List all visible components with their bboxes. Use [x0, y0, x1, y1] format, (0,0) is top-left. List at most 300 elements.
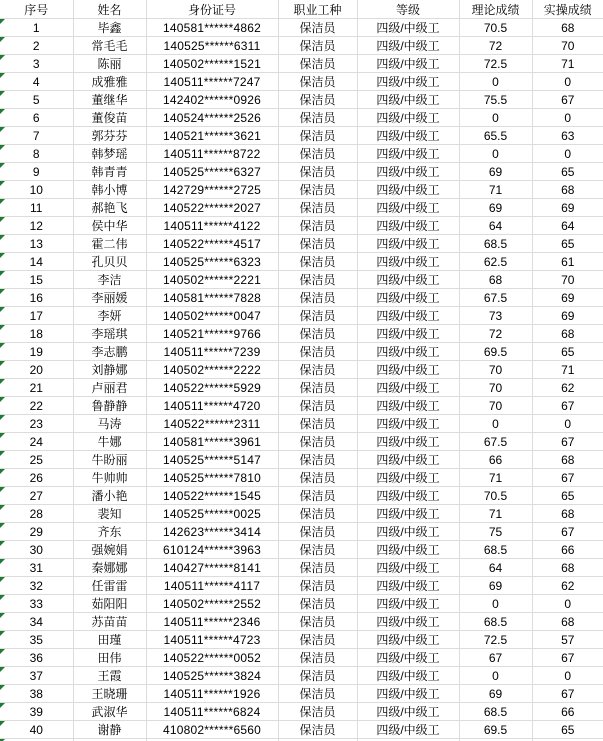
cell-level[interactable]: 四级/中级工	[357, 703, 459, 721]
cell-name[interactable]: 茹阳阳	[73, 595, 146, 613]
cell-theory-score[interactable]: 69	[459, 577, 532, 595]
cell-name[interactable]: 秦娜娜	[73, 559, 146, 577]
cell-level[interactable]: 四级/中级工	[357, 307, 459, 325]
cell-name[interactable]: 任雷雷	[73, 577, 146, 595]
cell-id-number[interactable]: 140581******3961	[146, 433, 278, 451]
cell-name[interactable]: 常毛毛	[73, 37, 146, 55]
cell-id-number[interactable]: 140525******6323	[146, 253, 278, 271]
cell-job-type[interactable]: 保洁员	[278, 181, 357, 199]
cell-theory-score[interactable]: 68.5	[459, 235, 532, 253]
cell-job-type[interactable]: 保洁员	[278, 595, 357, 613]
cell-id-number[interactable]: 140511******6824	[146, 703, 278, 721]
cell-id-number[interactable]: 140511******7247	[146, 73, 278, 91]
cell-level[interactable]: 四级/中级工	[357, 721, 459, 739]
cell-level[interactable]: 四级/中级工	[357, 577, 459, 595]
col-header-theory-score[interactable]: 理论成绩	[459, 0, 532, 19]
cell-job-type[interactable]: 保洁员	[278, 703, 357, 721]
cell-practical-score[interactable]: 70	[532, 271, 603, 289]
cell-id-number[interactable]: 140522******2027	[146, 199, 278, 217]
cell-error-triangle-icon	[0, 37, 5, 42]
cell-id-number[interactable]: 140525******7810	[146, 469, 278, 487]
cell-job-type[interactable]: 保洁员	[278, 379, 357, 397]
cell-practical-score[interactable]: 68	[532, 505, 603, 523]
cell-practical-score[interactable]: 67	[532, 649, 603, 667]
cell-name[interactable]: 田瑾	[73, 631, 146, 649]
cell-id-number[interactable]: 140511******4122	[146, 217, 278, 235]
cell-name[interactable]: 李丽媛	[73, 289, 146, 307]
cell-job-type[interactable]: 保洁员	[278, 667, 357, 685]
cell-theory-score[interactable]: 71	[459, 505, 532, 523]
cell-job-type[interactable]: 保洁员	[278, 55, 357, 73]
cell-seq[interactable]	[0, 325, 73, 343]
cell-name[interactable]: 韩小博	[73, 181, 146, 199]
cell-name[interactable]: 李志鹏	[73, 343, 146, 361]
cell-name[interactable]: 韩梦瑶	[73, 145, 146, 163]
cell-seq[interactable]	[0, 505, 73, 523]
cell-id-number[interactable]: 140511******8722	[146, 145, 278, 163]
cell-level[interactable]: 四级/中级工	[357, 55, 459, 73]
cell-theory-score[interactable]: 67	[459, 649, 532, 667]
cell-seq[interactable]	[0, 433, 73, 451]
cell-id-number[interactable]: 140502******1521	[146, 55, 278, 73]
cell-theory-score[interactable]: 0	[459, 145, 532, 163]
cell-seq[interactable]	[0, 397, 73, 415]
cell-level[interactable]: 四级/中级工	[357, 361, 459, 379]
cell-id-number[interactable]: 140525******5147	[146, 451, 278, 469]
cell-job-type[interactable]: 保洁员	[278, 343, 357, 361]
cell-seq[interactable]	[0, 595, 73, 613]
cell-practical-score[interactable]: 67	[532, 469, 603, 487]
cell-seq[interactable]	[0, 415, 73, 433]
cell-name[interactable]: 李洁	[73, 271, 146, 289]
cell-level[interactable]: 四级/中级工	[357, 667, 459, 685]
cell-practical-score[interactable]: 64	[532, 217, 603, 235]
cell-seq[interactable]	[0, 19, 73, 37]
cell-theory-score[interactable]: 72.5	[459, 631, 532, 649]
cell-seq[interactable]	[0, 181, 73, 199]
col-header-practical-score[interactable]: 实操成绩	[532, 0, 603, 19]
cell-practical-score[interactable]: 0	[532, 145, 603, 163]
cell-level[interactable]: 四级/中级工	[357, 379, 459, 397]
cell-id-number[interactable]: 140511******4723	[146, 631, 278, 649]
cell-name[interactable]: 侯中华	[73, 217, 146, 235]
cell-theory-score[interactable]: 70	[459, 379, 532, 397]
cell-practical-score[interactable]: 65	[532, 343, 603, 361]
cell-level[interactable]: 四级/中级工	[357, 253, 459, 271]
cell-job-type[interactable]: 保洁员	[278, 289, 357, 307]
cell-seq[interactable]	[0, 541, 73, 559]
cell-id-number[interactable]: 140511******4117	[146, 577, 278, 595]
cell-name[interactable]: 郝艳飞	[73, 199, 146, 217]
cell-error-triangle-icon	[0, 469, 5, 474]
cell-id-number[interactable]: 140511******4720	[146, 397, 278, 415]
cell-seq[interactable]	[0, 721, 73, 739]
cell-job-type[interactable]: 保洁员	[278, 613, 357, 631]
cell-practical-score[interactable]: 65	[532, 721, 603, 739]
cell-name[interactable]: 韩青青	[73, 163, 146, 181]
cell-job-type[interactable]: 保洁员	[278, 451, 357, 469]
cell-practical-score[interactable]: 0	[532, 667, 603, 685]
seq-value: 13	[29, 236, 43, 251]
cell-level[interactable]: 四级/中级工	[357, 271, 459, 289]
cell-level[interactable]: 四级/中级工	[357, 649, 459, 667]
cell-theory-score[interactable]: 72	[459, 37, 532, 55]
cell-seq[interactable]	[0, 145, 73, 163]
cell-seq[interactable]	[0, 451, 73, 469]
cell-theory-score[interactable]: 68.5	[459, 703, 532, 721]
cell-name[interactable]: 马涛	[73, 415, 146, 433]
cell-level[interactable]: 四级/中级工	[357, 595, 459, 613]
cell-job-type[interactable]: 保洁员	[278, 91, 357, 109]
cell-level[interactable]: 四级/中级工	[357, 325, 459, 343]
cell-job-type[interactable]: 保洁员	[278, 541, 357, 559]
cell-level[interactable]: 四级/中级工	[357, 145, 459, 163]
cell-practical-score[interactable]: 65	[532, 235, 603, 253]
cell-practical-score[interactable]: 68	[532, 559, 603, 577]
cell-theory-score[interactable]: 0	[459, 109, 532, 127]
cell-id-number[interactable]: 140427******8141	[146, 559, 278, 577]
cell-theory-score[interactable]: 0	[459, 415, 532, 433]
cell-theory-score[interactable]: 67.5	[459, 433, 532, 451]
cell-name[interactable]: 强婉娟	[73, 541, 146, 559]
cell-job-type[interactable]: 保洁员	[278, 19, 357, 37]
cell-practical-score[interactable]: 66	[532, 541, 603, 559]
cell-seq[interactable]	[0, 73, 73, 91]
cell-id-number[interactable]: 142402******0926	[146, 91, 278, 109]
cell-seq[interactable]	[0, 703, 73, 721]
cell-job-type[interactable]: 保洁员	[278, 127, 357, 145]
cell-level[interactable]: 四级/中级工	[357, 523, 459, 541]
cell-practical-score[interactable]: 68	[532, 451, 603, 469]
cell-id-number[interactable]: 610124******3963	[146, 541, 278, 559]
cell-level[interactable]: 四级/中级工	[357, 91, 459, 109]
cell-level[interactable]: 四级/中级工	[357, 73, 459, 91]
cell-theory-score[interactable]: 68	[459, 271, 532, 289]
cell-name[interactable]: 王晓珊	[73, 685, 146, 703]
cell-job-type[interactable]: 保洁员	[278, 523, 357, 541]
cell-theory-score[interactable]: 0	[459, 73, 532, 91]
cell-job-type[interactable]: 保洁员	[278, 505, 357, 523]
cell-level[interactable]: 四级/中级工	[357, 685, 459, 703]
table-row	[0, 523, 603, 541]
cell-practical-score[interactable]: 0	[532, 595, 603, 613]
cell-seq[interactable]	[0, 649, 73, 667]
cell-id-number[interactable]: 140522******1545	[146, 487, 278, 505]
cell-job-type[interactable]: 保洁员	[278, 217, 357, 235]
cell-level[interactable]: 四级/中级工	[357, 415, 459, 433]
cell-id-number[interactable]: 142729******2725	[146, 181, 278, 199]
cell-seq[interactable]	[0, 631, 73, 649]
cell-seq[interactable]	[0, 235, 73, 253]
cell-practical-score[interactable]: 67	[532, 397, 603, 415]
cell-practical-score[interactable]: 62	[532, 379, 603, 397]
cell-theory-score[interactable]: 0	[459, 667, 532, 685]
cell-level[interactable]: 四级/中级工	[357, 343, 459, 361]
cell-level[interactable]: 四级/中级工	[357, 631, 459, 649]
table-row	[0, 379, 603, 397]
cell-id-number[interactable]: 140502******0047	[146, 307, 278, 325]
cell-seq[interactable]	[0, 667, 73, 685]
cell-level[interactable]: 四级/中级工	[357, 487, 459, 505]
cell-theory-score[interactable]: 69.5	[459, 343, 532, 361]
cell-seq[interactable]	[0, 271, 73, 289]
cell-level[interactable]: 四级/中级工	[357, 289, 459, 307]
cell-theory-score[interactable]: 70	[459, 361, 532, 379]
cell-seq[interactable]	[0, 91, 73, 109]
cell-practical-score[interactable]: 65	[532, 163, 603, 181]
cell-id-number[interactable]: 140524******2526	[146, 109, 278, 127]
cell-practical-score[interactable]: 70	[532, 37, 603, 55]
col-header-name[interactable]: 姓名	[73, 0, 146, 19]
cell-id-number[interactable]: 140581******7828	[146, 289, 278, 307]
cell-level[interactable]: 四级/中级工	[357, 469, 459, 487]
cell-job-type[interactable]: 保洁员	[278, 235, 357, 253]
cell-level[interactable]: 四级/中级工	[357, 451, 459, 469]
cell-job-type[interactable]: 保洁员	[278, 469, 357, 487]
cell-id-number[interactable]: 140521******3621	[146, 127, 278, 145]
cell-level[interactable]: 四级/中级工	[357, 505, 459, 523]
cell-practical-score[interactable]: 67	[532, 685, 603, 703]
cell-level[interactable]: 四级/中级工	[357, 613, 459, 631]
cell-seq[interactable]	[0, 559, 73, 577]
cell-theory-score[interactable]: 71	[459, 181, 532, 199]
cell-error-triangle-icon	[0, 703, 5, 708]
cell-name[interactable]: 刘静娜	[73, 361, 146, 379]
cell-name[interactable]: 郭芬芬	[73, 127, 146, 145]
cell-name[interactable]: 齐东	[73, 523, 146, 541]
cell-job-type[interactable]: 保洁员	[278, 37, 357, 55]
cell-practical-score[interactable]: 69	[532, 307, 603, 325]
cell-job-type[interactable]: 保洁员	[278, 253, 357, 271]
cell-theory-score[interactable]: 68.5	[459, 541, 532, 559]
cell-level[interactable]: 四级/中级工	[357, 235, 459, 253]
cell-theory-score[interactable]: 72	[459, 325, 532, 343]
cell-theory-score[interactable]: 73	[459, 307, 532, 325]
cell-seq[interactable]	[0, 199, 73, 217]
cell-seq[interactable]	[0, 613, 73, 631]
cell-id-number[interactable]: 140525******3824	[146, 667, 278, 685]
cell-seq[interactable]	[0, 361, 73, 379]
cell-practical-score[interactable]: 71	[532, 361, 603, 379]
cell-theory-score[interactable]: 62.5	[459, 253, 532, 271]
cell-seq[interactable]	[0, 163, 73, 181]
cell-id-number[interactable]: 140525******6327	[146, 163, 278, 181]
cell-error-triangle-icon	[0, 19, 5, 24]
cell-level[interactable]: 四级/中级工	[357, 181, 459, 199]
cell-job-type[interactable]: 保洁员	[278, 73, 357, 91]
cell-practical-score[interactable]: 68	[532, 613, 603, 631]
cell-seq[interactable]	[0, 469, 73, 487]
cell-level[interactable]: 四级/中级工	[357, 127, 459, 145]
cell-name[interactable]: 李瑶琪	[73, 325, 146, 343]
cell-practical-score[interactable]: 68	[532, 325, 603, 343]
cell-theory-score[interactable]: 75.5	[459, 91, 532, 109]
cell-job-type[interactable]: 保洁员	[278, 271, 357, 289]
cell-theory-score[interactable]: 67.5	[459, 289, 532, 307]
cell-practical-score[interactable]: 67	[532, 523, 603, 541]
cell-theory-score[interactable]: 69.5	[459, 721, 532, 739]
cell-practical-score[interactable]: 68	[532, 19, 603, 37]
cell-theory-score[interactable]: 70.5	[459, 487, 532, 505]
cell-job-type[interactable]: 保洁员	[278, 325, 357, 343]
cell-practical-score[interactable]: 57	[532, 631, 603, 649]
cell-job-type[interactable]: 保洁员	[278, 685, 357, 703]
cell-job-type[interactable]: 保洁员	[278, 577, 357, 595]
cell-theory-score[interactable]: 66	[459, 451, 532, 469]
cell-level[interactable]: 四级/中级工	[357, 217, 459, 235]
cell-theory-score[interactable]: 68.5	[459, 613, 532, 631]
cell-job-type[interactable]: 保洁员	[278, 559, 357, 577]
cell-id-number[interactable]: 140581******4862	[146, 19, 278, 37]
cell-id-number[interactable]: 140511******2346	[146, 613, 278, 631]
cell-id-number[interactable]: 140511******7239	[146, 343, 278, 361]
cell-name[interactable]: 李妍	[73, 307, 146, 325]
cell-job-type[interactable]: 保洁员	[278, 433, 357, 451]
seq-value: 1	[32, 20, 40, 35]
cell-level[interactable]: 四级/中级工	[357, 541, 459, 559]
seq-value: 8	[32, 146, 40, 161]
cell-job-type[interactable]: 保洁员	[278, 397, 357, 415]
cell-name[interactable]: 牛帅帅	[73, 469, 146, 487]
cell-seq[interactable]	[0, 307, 73, 325]
cell-id-number[interactable]: 140522******5929	[146, 379, 278, 397]
cell-level[interactable]: 四级/中级工	[357, 37, 459, 55]
cell-seq[interactable]	[0, 55, 73, 73]
cell-level[interactable]: 四级/中级工	[357, 19, 459, 37]
cell-job-type[interactable]: 保洁员	[278, 199, 357, 217]
cell-seq[interactable]	[0, 289, 73, 307]
cell-job-type[interactable]: 保洁员	[278, 649, 357, 667]
cell-name[interactable]: 裴知	[73, 505, 146, 523]
cell-job-type[interactable]: 保洁员	[278, 361, 357, 379]
cell-id-number[interactable]: 410802******6560	[146, 721, 278, 739]
cell-name[interactable]: 田伟	[73, 649, 146, 667]
cell-level[interactable]: 四级/中级工	[357, 433, 459, 451]
col-header-seq[interactable]: 序号	[0, 0, 73, 19]
cell-seq[interactable]	[0, 217, 73, 235]
cell-id-number[interactable]: 140502******2222	[146, 361, 278, 379]
cell-job-type[interactable]: 保洁员	[278, 721, 357, 739]
col-header-id-number[interactable]: 身份证号	[146, 0, 278, 19]
cell-name[interactable]: 卢丽君	[73, 379, 146, 397]
cell-practical-score[interactable]: 63	[532, 127, 603, 145]
cell-practical-score[interactable]: 0	[532, 415, 603, 433]
cell-name[interactable]: 毕鑫	[73, 19, 146, 37]
cell-theory-score[interactable]: 72.5	[459, 55, 532, 73]
cell-practical-score[interactable]: 69	[532, 199, 603, 217]
cell-level[interactable]: 四级/中级工	[357, 559, 459, 577]
cell-seq[interactable]	[0, 523, 73, 541]
cell-practical-score[interactable]: 0	[532, 73, 603, 91]
cell-practical-score[interactable]: 61	[532, 253, 603, 271]
cell-practical-score[interactable]: 67	[532, 433, 603, 451]
cell-seq[interactable]	[0, 343, 73, 361]
cell-seq[interactable]	[0, 127, 73, 145]
cell-job-type[interactable]: 保洁员	[278, 307, 357, 325]
cell-practical-score[interactable]: 67	[532, 91, 603, 109]
cell-id-number[interactable]: 140511******1926	[146, 685, 278, 703]
cell-level[interactable]: 四级/中级工	[357, 199, 459, 217]
cell-id-number[interactable]: 140521******9766	[146, 325, 278, 343]
cell-practical-score[interactable]: 66	[532, 703, 603, 721]
cell-theory-score[interactable]: 69	[459, 199, 532, 217]
cell-practical-score[interactable]: 62	[532, 577, 603, 595]
cell-name[interactable]: 董俊苗	[73, 109, 146, 127]
cell-id-number[interactable]: 140522******0052	[146, 649, 278, 667]
cell-name[interactable]: 谢静	[73, 721, 146, 739]
cell-level[interactable]: 四级/中级工	[357, 397, 459, 415]
cell-seq[interactable]	[0, 253, 73, 271]
cell-name[interactable]: 孔贝贝	[73, 253, 146, 271]
col-header-job-type[interactable]: 职业工种	[278, 0, 357, 19]
cell-id-number[interactable]: 140522******4517	[146, 235, 278, 253]
cell-seq[interactable]	[0, 487, 73, 505]
cell-job-type[interactable]: 保洁员	[278, 109, 357, 127]
cell-theory-score[interactable]: 64	[459, 559, 532, 577]
cell-seq[interactable]	[0, 109, 73, 127]
cell-seq[interactable]	[0, 577, 73, 595]
cell-name[interactable]: 牛娜	[73, 433, 146, 451]
seq-value: 40	[29, 722, 43, 737]
cell-theory-score[interactable]: 0	[459, 595, 532, 613]
cell-error-triangle-icon	[0, 433, 5, 438]
cell-practical-score[interactable]: 68	[532, 181, 603, 199]
cell-level[interactable]: 四级/中级工	[357, 109, 459, 127]
col-header-level[interactable]: 等级	[357, 0, 459, 19]
cell-job-type[interactable]: 保洁员	[278, 631, 357, 649]
cell-id-number[interactable]: 140525******6311	[146, 37, 278, 55]
cell-job-type[interactable]: 保洁员	[278, 145, 357, 163]
cell-theory-score[interactable]: 69	[459, 685, 532, 703]
cell-name[interactable]: 苏苗苗	[73, 613, 146, 631]
cell-theory-score[interactable]: 69	[459, 163, 532, 181]
cell-level[interactable]: 四级/中级工	[357, 163, 459, 181]
cell-id-number[interactable]: 140522******2311	[146, 415, 278, 433]
cell-job-type[interactable]: 保洁员	[278, 163, 357, 181]
cell-name[interactable]: 潘小艳	[73, 487, 146, 505]
cell-seq[interactable]	[0, 37, 73, 55]
cell-name[interactable]: 霍二伟	[73, 235, 146, 253]
cell-name[interactable]: 鲁静静	[73, 397, 146, 415]
cell-theory-score[interactable]: 71	[459, 469, 532, 487]
cell-theory-score[interactable]: 64	[459, 217, 532, 235]
cell-error-triangle-icon	[0, 271, 5, 276]
table-row	[0, 595, 603, 613]
cell-name[interactable]: 王霞	[73, 667, 146, 685]
cell-job-type[interactable]: 保洁员	[278, 487, 357, 505]
cell-name[interactable]: 董继华	[73, 91, 146, 109]
cell-seq[interactable]	[0, 379, 73, 397]
cell-id-number[interactable]: 142623******3414	[146, 523, 278, 541]
cell-id-number[interactable]: 140502******2552	[146, 595, 278, 613]
cell-job-type[interactable]: 保洁员	[278, 415, 357, 433]
cell-name[interactable]: 成雅雅	[73, 73, 146, 91]
cell-practical-score[interactable]: 65	[532, 487, 603, 505]
cell-theory-score[interactable]: 70.5	[459, 19, 532, 37]
cell-practical-score[interactable]: 0	[532, 109, 603, 127]
cell-practical-score[interactable]: 69	[532, 289, 603, 307]
cell-practical-score[interactable]: 71	[532, 55, 603, 73]
cell-id-number[interactable]: 140502******2221	[146, 271, 278, 289]
cell-name[interactable]: 牛盼丽	[73, 451, 146, 469]
cell-seq[interactable]	[0, 685, 73, 703]
cell-theory-score[interactable]: 75	[459, 523, 532, 541]
cell-theory-score[interactable]: 65.5	[459, 127, 532, 145]
cell-name[interactable]: 武淑华	[73, 703, 146, 721]
cell-name[interactable]: 陈丽	[73, 55, 146, 73]
cell-theory-score[interactable]: 70	[459, 397, 532, 415]
cell-id-number[interactable]: 140525******0025	[146, 505, 278, 523]
